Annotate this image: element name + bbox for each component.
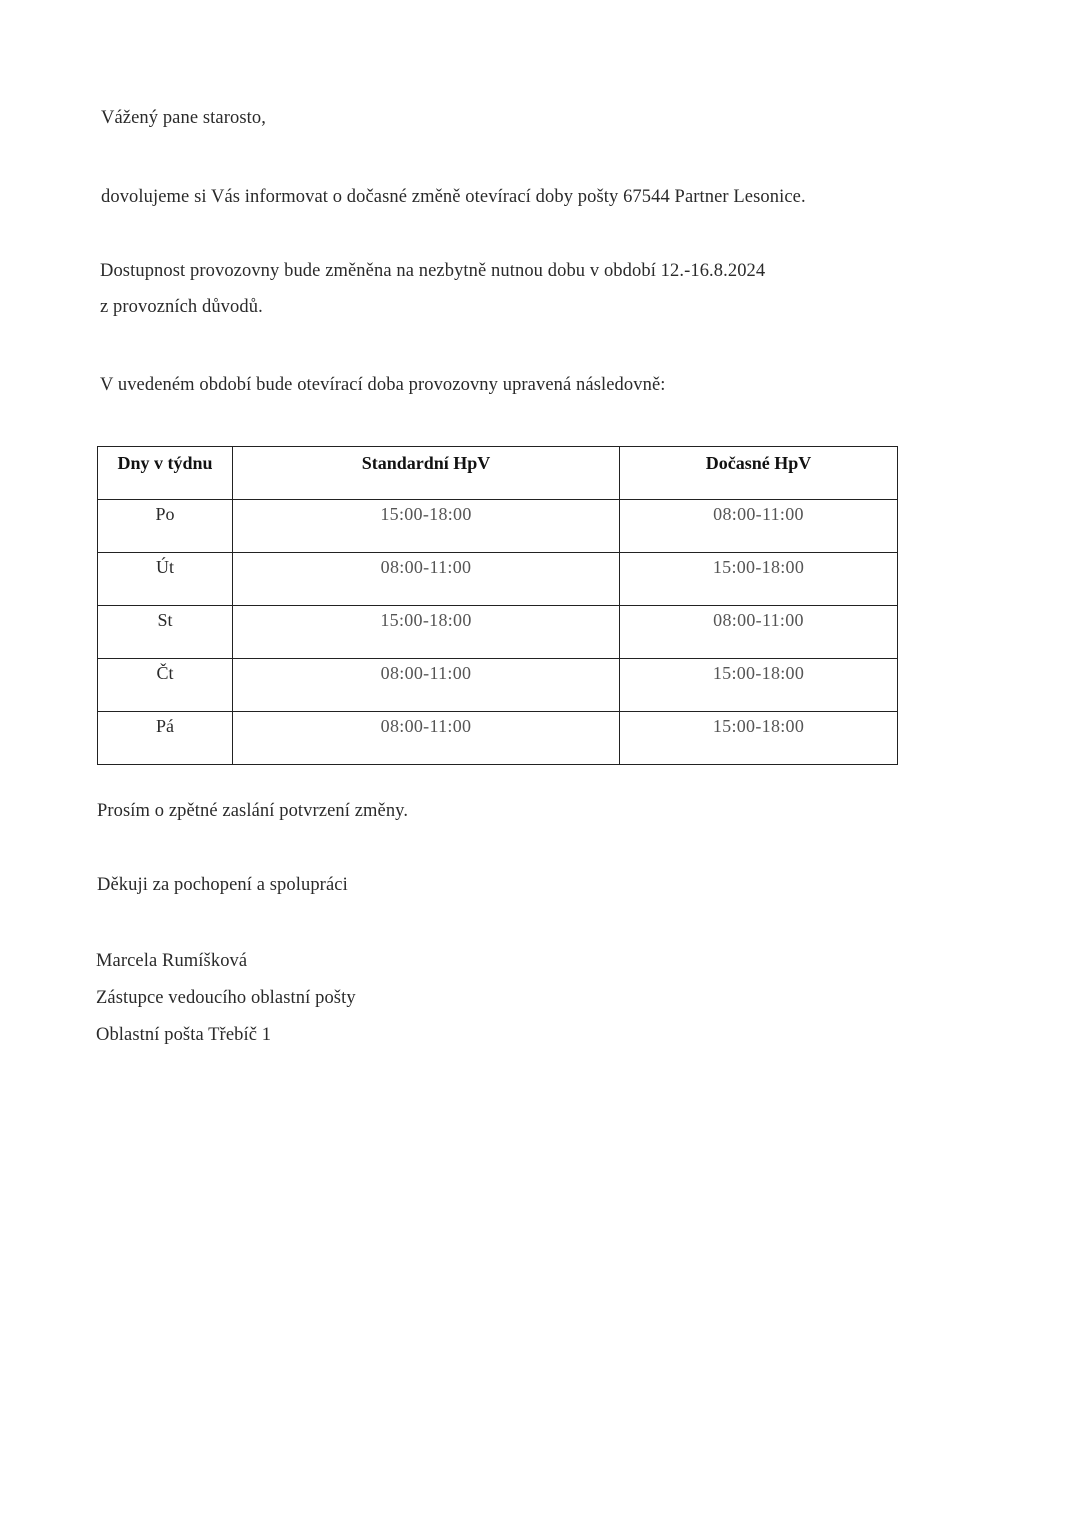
table-row	[98, 500, 898, 553]
day-cell: Po	[98, 500, 233, 553]
signature-role: Zástupce vedoucího oblastní pošty	[96, 988, 356, 1008]
confirmation-request: Prosím o zpětné zaslání potvrzení změny.	[97, 801, 409, 821]
day-cell: Čt	[98, 659, 233, 712]
standard-hours-cell: 08:00-11:00	[233, 659, 620, 712]
temporary-hours-cell: 15:00-18:00	[620, 659, 898, 712]
table-row	[98, 553, 898, 606]
standard-hours-cell: 08:00-11:00	[233, 712, 620, 765]
header-temporary-hours: Dočasné HpV	[620, 447, 898, 500]
table-row	[98, 712, 898, 765]
intro-paragraph: dovolujeme si Vás informovat o dočasné změně otevírací doby pošty 67544 Partner Lesonice.	[101, 187, 806, 207]
day-cell: St	[98, 606, 233, 659]
header-standard-hours: Standardní HpV	[233, 447, 620, 500]
signature-name: Marcela Rumíšková	[96, 951, 248, 971]
day-cell: Út	[98, 553, 233, 606]
standard-hours-cell: 08:00-11:00	[233, 553, 620, 606]
availability-line-2: z provozních důvodů.	[100, 297, 263, 317]
signature-office: Oblastní pošta Třebíč 1	[96, 1025, 272, 1045]
table-row	[98, 606, 898, 659]
day-cell: Pá	[98, 712, 233, 765]
header-days: Dny v týdnu	[98, 447, 233, 500]
temporary-hours-cell: 15:00-18:00	[620, 712, 898, 765]
temporary-hours-cell: 15:00-18:00	[620, 553, 898, 606]
table-header-row	[98, 447, 898, 500]
standard-hours-cell: 15:00-18:00	[233, 500, 620, 553]
period-intro: V uvedeném období bude otevírací doba provozovny upravená následovně:	[100, 375, 666, 395]
temporary-hours-cell: 08:00-11:00	[620, 500, 898, 553]
temporary-hours-cell: 08:00-11:00	[620, 606, 898, 659]
opening-hours-table	[97, 446, 898, 765]
table-row	[98, 659, 898, 712]
availability-line-1: Dostupnost provozovny bude změněna na nezbytně nutnou dobu v období 12.-16.8.2024	[100, 261, 766, 281]
salutation: Vážený pane starosto,	[101, 108, 266, 128]
standard-hours-cell: 15:00-18:00	[233, 606, 620, 659]
closing-thanks: Děkuji za pochopení a spolupráci	[97, 875, 348, 895]
